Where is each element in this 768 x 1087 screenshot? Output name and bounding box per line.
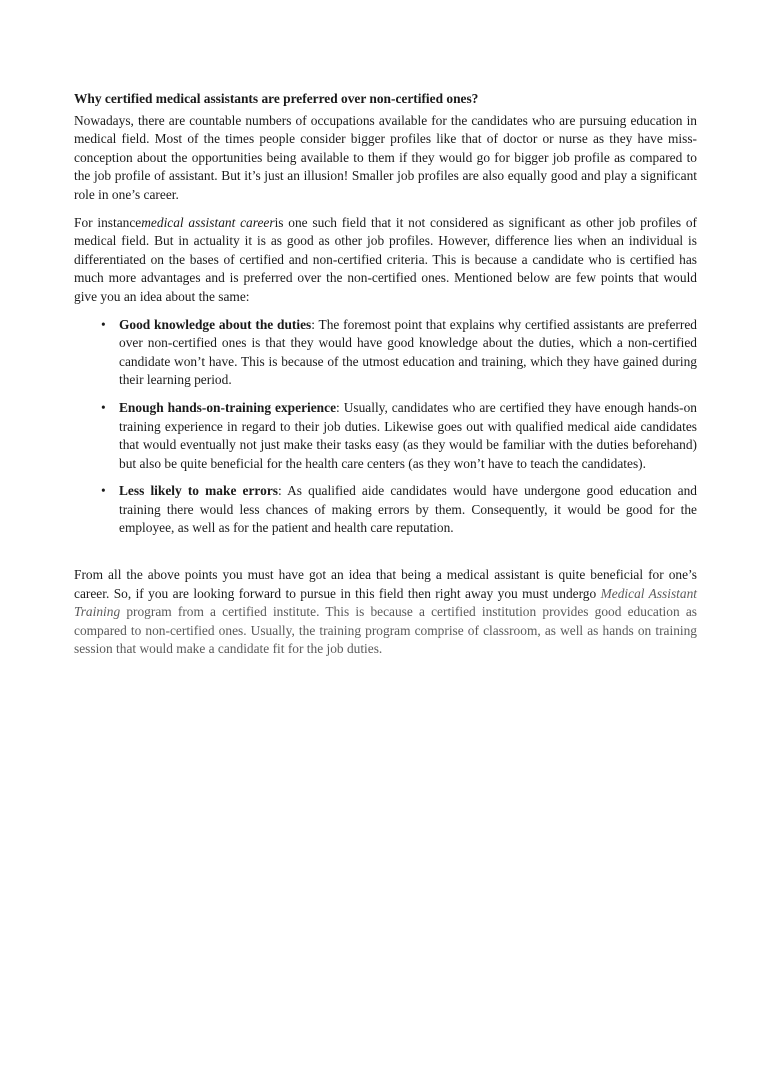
list-item [101,316,697,390]
list-item [101,399,697,473]
bullet-icon: • [101,399,106,415]
point-text: : As qualified aide candidates would have undergone good education and training there would less chances of making errors by them. Consequently, it would be good for the employee, as well as for the patient and health care reputation. [119,483,697,536]
training-italic-link: Medical Assistant Training [74,585,698,620]
point-title: Enough hands-on-training experience [119,399,337,415]
instance-text-after: is one such field that it not considered as significant as other job profiles of medical field. But in actuality it is as good as other job profiles. However, difference lies when an individual is differentiated on the bases of certified and non-certified criteria. This is because a candidate who is certified has much more advantages and is preferred over the non-certified ones. Mentioned below are few points that would give you an idea about the same: [74,214,698,304]
list-item [101,482,697,538]
point-title: Good knowledge about the duties [119,316,312,332]
instance-paragraph [74,214,697,307]
bullet-icon: • [101,483,106,499]
career-italic-term: medical assistant career [141,214,275,230]
instance-text-before: For instance [74,214,142,230]
point-title: Less likely to make errors [119,483,278,499]
intro-paragraph: Nowadays, there are countable numbers of occupations available for the candidates who are pursuing education in medical field. Most of the times people consider bigger profiles like that of doctor or nurse as they have miss-conception about the opportunities being available to them if they would go for bigger job profile as compared to the job profile of assistant. But it’s just an illusion! Smaller job profiles are also equally good and play a significant role in one’s career. [74,112,697,202]
conclusion-text-before: From all the above points you must have got an idea that being a medical assistant is quite beneficial for one’s career. So, if you are looking forward to pursue in this field then right away you must undergo [74,567,697,601]
conclusion-paragraph [74,566,697,659]
point-text: : Usually, candidates who are certified they have enough hands-on training experience in regard to their job duties. Likewise goes out with qualified medical aide candidates that would eventually not just make their tasks easy (as they would be familiar with the duties beforehand) but also be quite beneficial for the health care centers (as they won’t have to teach the candidates). [119,399,697,471]
bullet-icon: • [101,316,106,332]
document-heading: Why certified medical assistants are preferred over non-certified ones? [74,91,479,106]
points-list [74,316,697,539]
conclusion-text-after: program from a certified institute. This is because a certified institution provides good education as compared to non-certified ones. Usually, the training program comprise of classroom, as well as hands on training session that would make a candidate fit for the job duties. [74,604,697,657]
document-page [74,90,697,668]
section-spacer [74,547,697,566]
point-text: : The foremost point that explains why certified assistants are preferred over non-certified ones is that they would have good knowledge about the duties, which a non-certified candidate won’t have. This is because of the utmost education and training, which they have gained during their learning period. [119,316,697,388]
